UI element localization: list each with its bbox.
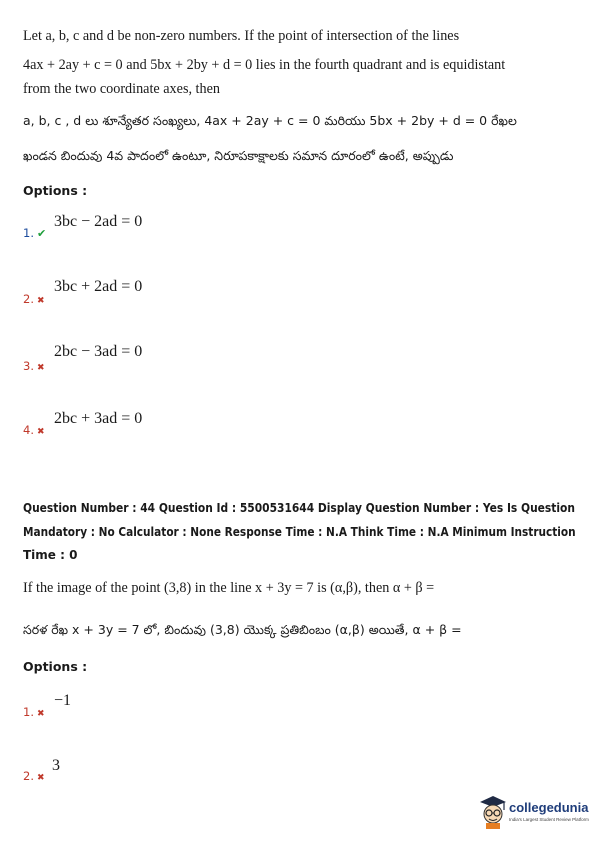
option-value: 3bc + 2ad = 0 — [54, 278, 143, 295]
option-number: 2. — [23, 292, 34, 306]
option-2[interactable] — [23, 765, 45, 784]
question-text-line: If the image of the point (3,8) in the line x + 3y = 7 is (α,β), then α + β = — [23, 580, 435, 596]
option-value: 3 — [52, 757, 60, 774]
wrong-cross-icon: ✖ — [36, 773, 45, 783]
option-2[interactable] — [23, 288, 45, 307]
correct-check-icon: ✔ — [36, 227, 47, 240]
option-3[interactable] — [23, 355, 45, 374]
question-text-telugu: ఖండన బిందువు 4వ పాదంలో ఉంటూ, నిరూపకాక్షాలకు సమాన దూరంలో ఉంటే, అప్పుడు — [23, 148, 454, 163]
option-number: 4. — [23, 423, 34, 437]
wrong-cross-icon: ✖ — [36, 427, 45, 437]
option-1[interactable] — [23, 222, 46, 241]
question-text-line: from the two coordinate axes, then — [23, 81, 220, 97]
collegedunia-logo — [478, 793, 590, 833]
option-4[interactable] — [23, 419, 45, 438]
option-value: 2bc + 3ad = 0 — [54, 410, 143, 427]
question-text-telugu: a, b, c , d లు శూన్యేతర సంఖ్యలు, 4ax + 2ay + c = 0 మరియు 5bx + 2by + d = 0 రేఖల — [23, 113, 517, 128]
option-number: 3. — [23, 359, 34, 373]
option-number: 1. — [23, 705, 34, 719]
options-label: Options : — [23, 183, 88, 198]
option-number: 1. — [23, 226, 34, 240]
question-text-line: 4ax + 2ay + c = 0 and 5bx + 2by + d = 0 lies in the fourth quadrant and is equidistant — [23, 57, 506, 73]
brand-tagline: India's Largest Student Review Platform — [509, 817, 589, 822]
wrong-cross-icon: ✖ — [36, 296, 45, 306]
option-value: −1 — [54, 692, 72, 709]
wrong-cross-icon: ✖ — [36, 709, 45, 719]
question-meta-line: Time : 0 — [23, 548, 78, 562]
options-label: Options : — [23, 659, 88, 674]
option-value: 3bc − 2ad = 0 — [54, 213, 143, 230]
question-meta-line: Question Number : 44 Question Id : 5500531644 Display Question Number : Yes Is Question — [23, 501, 575, 515]
option-value: 2bc − 3ad = 0 — [54, 343, 143, 360]
question-meta-line: Mandatory : No Calculator : None Response Time : N.A Think Time : N.A Minimum Instruction — [23, 525, 576, 539]
wrong-cross-icon: ✖ — [36, 363, 45, 373]
brand-name: collegedunia — [509, 800, 589, 815]
mascot-icon — [478, 793, 508, 829]
option-1[interactable] — [23, 701, 45, 720]
option-number: 2. — [23, 769, 34, 783]
question-text-line: Let a, b, c and d be non-zero numbers. If the point of intersection of the lines — [23, 28, 460, 44]
question-text-telugu: సరళ రేఖ x + 3y = 7 లో, బిందువు (3,8) యొక్క ప్రతిబింబం (α,β) అయితే, α + β = — [23, 622, 462, 637]
